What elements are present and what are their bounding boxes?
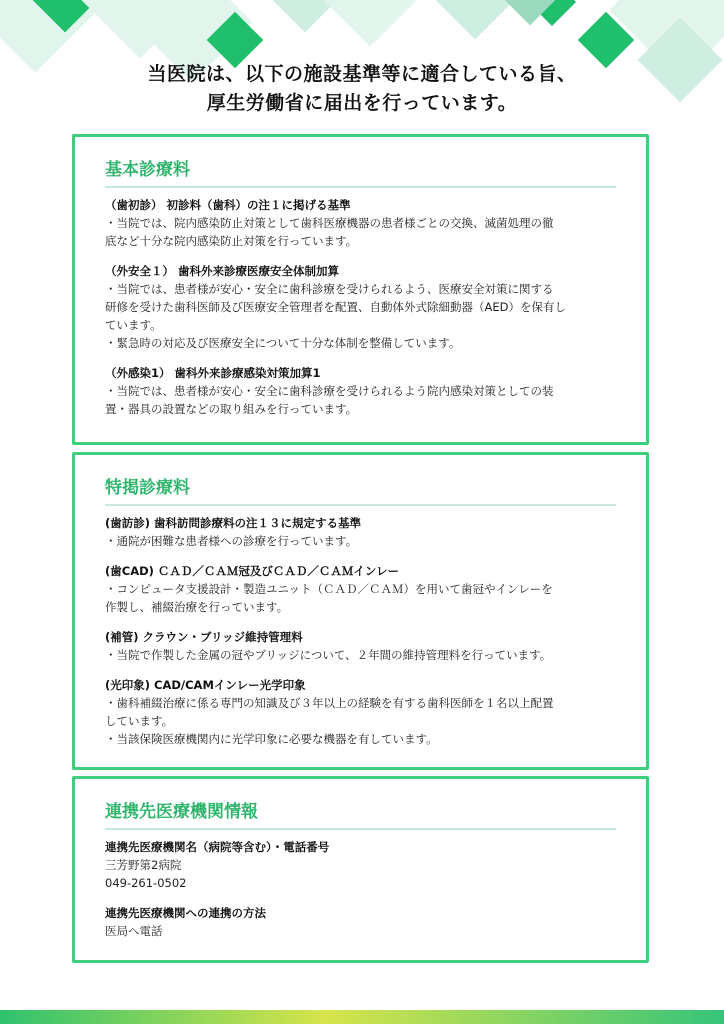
item-heading: (補管) クラウン・ブリッジ維持管理料 bbox=[105, 630, 303, 644]
section-partner-institution bbox=[72, 776, 649, 963]
item-heading: 連携先医療機関名（病院等含む）・電話番号 bbox=[105, 840, 330, 854]
list-item bbox=[105, 364, 616, 418]
item-heading: （外感染1） 歯科外来診療感染対策加算1 bbox=[105, 366, 321, 380]
item-text: ・コンピュータ支援設計・製造ユニット（ＣＡＤ／ＣＡＭ）を用いて歯冠やインレーを bbox=[105, 582, 553, 596]
list-item bbox=[105, 904, 616, 940]
section-title: 基本診療料 bbox=[105, 155, 616, 188]
item-text: ・当院で作製した金属の冠やブリッジについて、２年間の維持管理料を行っています。 bbox=[105, 648, 552, 662]
list-item bbox=[105, 514, 616, 550]
title-line-2: 厚生労働省に届出を行っています。 bbox=[206, 92, 518, 114]
section-special-fees bbox=[72, 452, 649, 770]
partner-name: 三芳野第2病院 bbox=[105, 858, 182, 872]
list-item bbox=[105, 628, 616, 664]
page-title bbox=[0, 60, 724, 118]
item-text: ・歯科補綴治療に係る専門の知識及び３年以上の経験を有する歯科医師を１名以上配置 bbox=[105, 696, 554, 710]
item-text: ・当該保険医療機関内に光学印象に必要な機器を有しています。 bbox=[105, 732, 438, 746]
item-heading: （歯初診） 初診料（歯科）の注１に掲げる基準 bbox=[105, 198, 351, 212]
list-item bbox=[105, 562, 616, 616]
item-text: ・緊急時の対応及び医療安全について十分な体制を整備しています。 bbox=[105, 336, 461, 350]
list-item bbox=[105, 676, 616, 748]
item-text: ・当院では、院内感染防止対策として歯科医療機器の患者様ごとの交換、滅菌処理の徹 bbox=[105, 216, 554, 230]
item-heading: (光印象) CAD/CAMインレー光学印象 bbox=[105, 678, 306, 692]
item-text: しています。 bbox=[105, 714, 174, 728]
decorative-diamond bbox=[313, 0, 426, 47]
footer-gradient-bar bbox=[0, 1010, 724, 1024]
list-item bbox=[105, 196, 616, 250]
item-text: 研修を受けた歯科医師及び医療安全管理者を配置、自動体外式除細動器（AED）を保有し bbox=[105, 300, 566, 314]
item-text: 作製し、補綴治療を行っています。 bbox=[105, 600, 289, 614]
title-line-1: 当医院は、以下の施設基準等に適合している旨、 bbox=[147, 63, 577, 85]
item-text: ・通院が困難な患者様への診療を行っています。 bbox=[105, 534, 358, 548]
item-heading: 連携先医療機関への連携の方法 bbox=[105, 906, 266, 920]
item-text: ・当院では、患者様が安心・安全に歯科診療を受けられるよう、医療安全対策に関する bbox=[105, 282, 554, 296]
list-item bbox=[105, 262, 616, 352]
partner-phone: 049-261-0502 bbox=[105, 876, 187, 890]
section-basic-fees bbox=[72, 134, 649, 445]
contact-method: 医局へ電話 bbox=[105, 924, 163, 938]
item-heading: （外安全１） 歯科外来診療医療安全体制加算 bbox=[105, 264, 340, 278]
item-text: ています。 bbox=[105, 318, 162, 332]
list-item bbox=[105, 838, 616, 892]
section-title: 連携先医療機関情報 bbox=[105, 797, 616, 830]
item-heading: (歯CAD) ＣＡＤ／ＣＡＭ冠及びＣＡＤ／ＣＡＭインレー bbox=[105, 564, 400, 578]
section-title: 特掲診療料 bbox=[105, 473, 616, 506]
item-text: 底など十分な院内感染防止対策を行っています。 bbox=[105, 234, 358, 248]
item-text: ・当院では、患者様が安心・安全に歯科診療を受けられるよう院内感染対策としての装 bbox=[105, 384, 554, 398]
item-heading: (歯訪診) 歯科訪問診療料の注１３に規定する基準 bbox=[105, 516, 362, 530]
item-text: 置・器具の設置などの取り組みを行っています。 bbox=[105, 402, 358, 416]
